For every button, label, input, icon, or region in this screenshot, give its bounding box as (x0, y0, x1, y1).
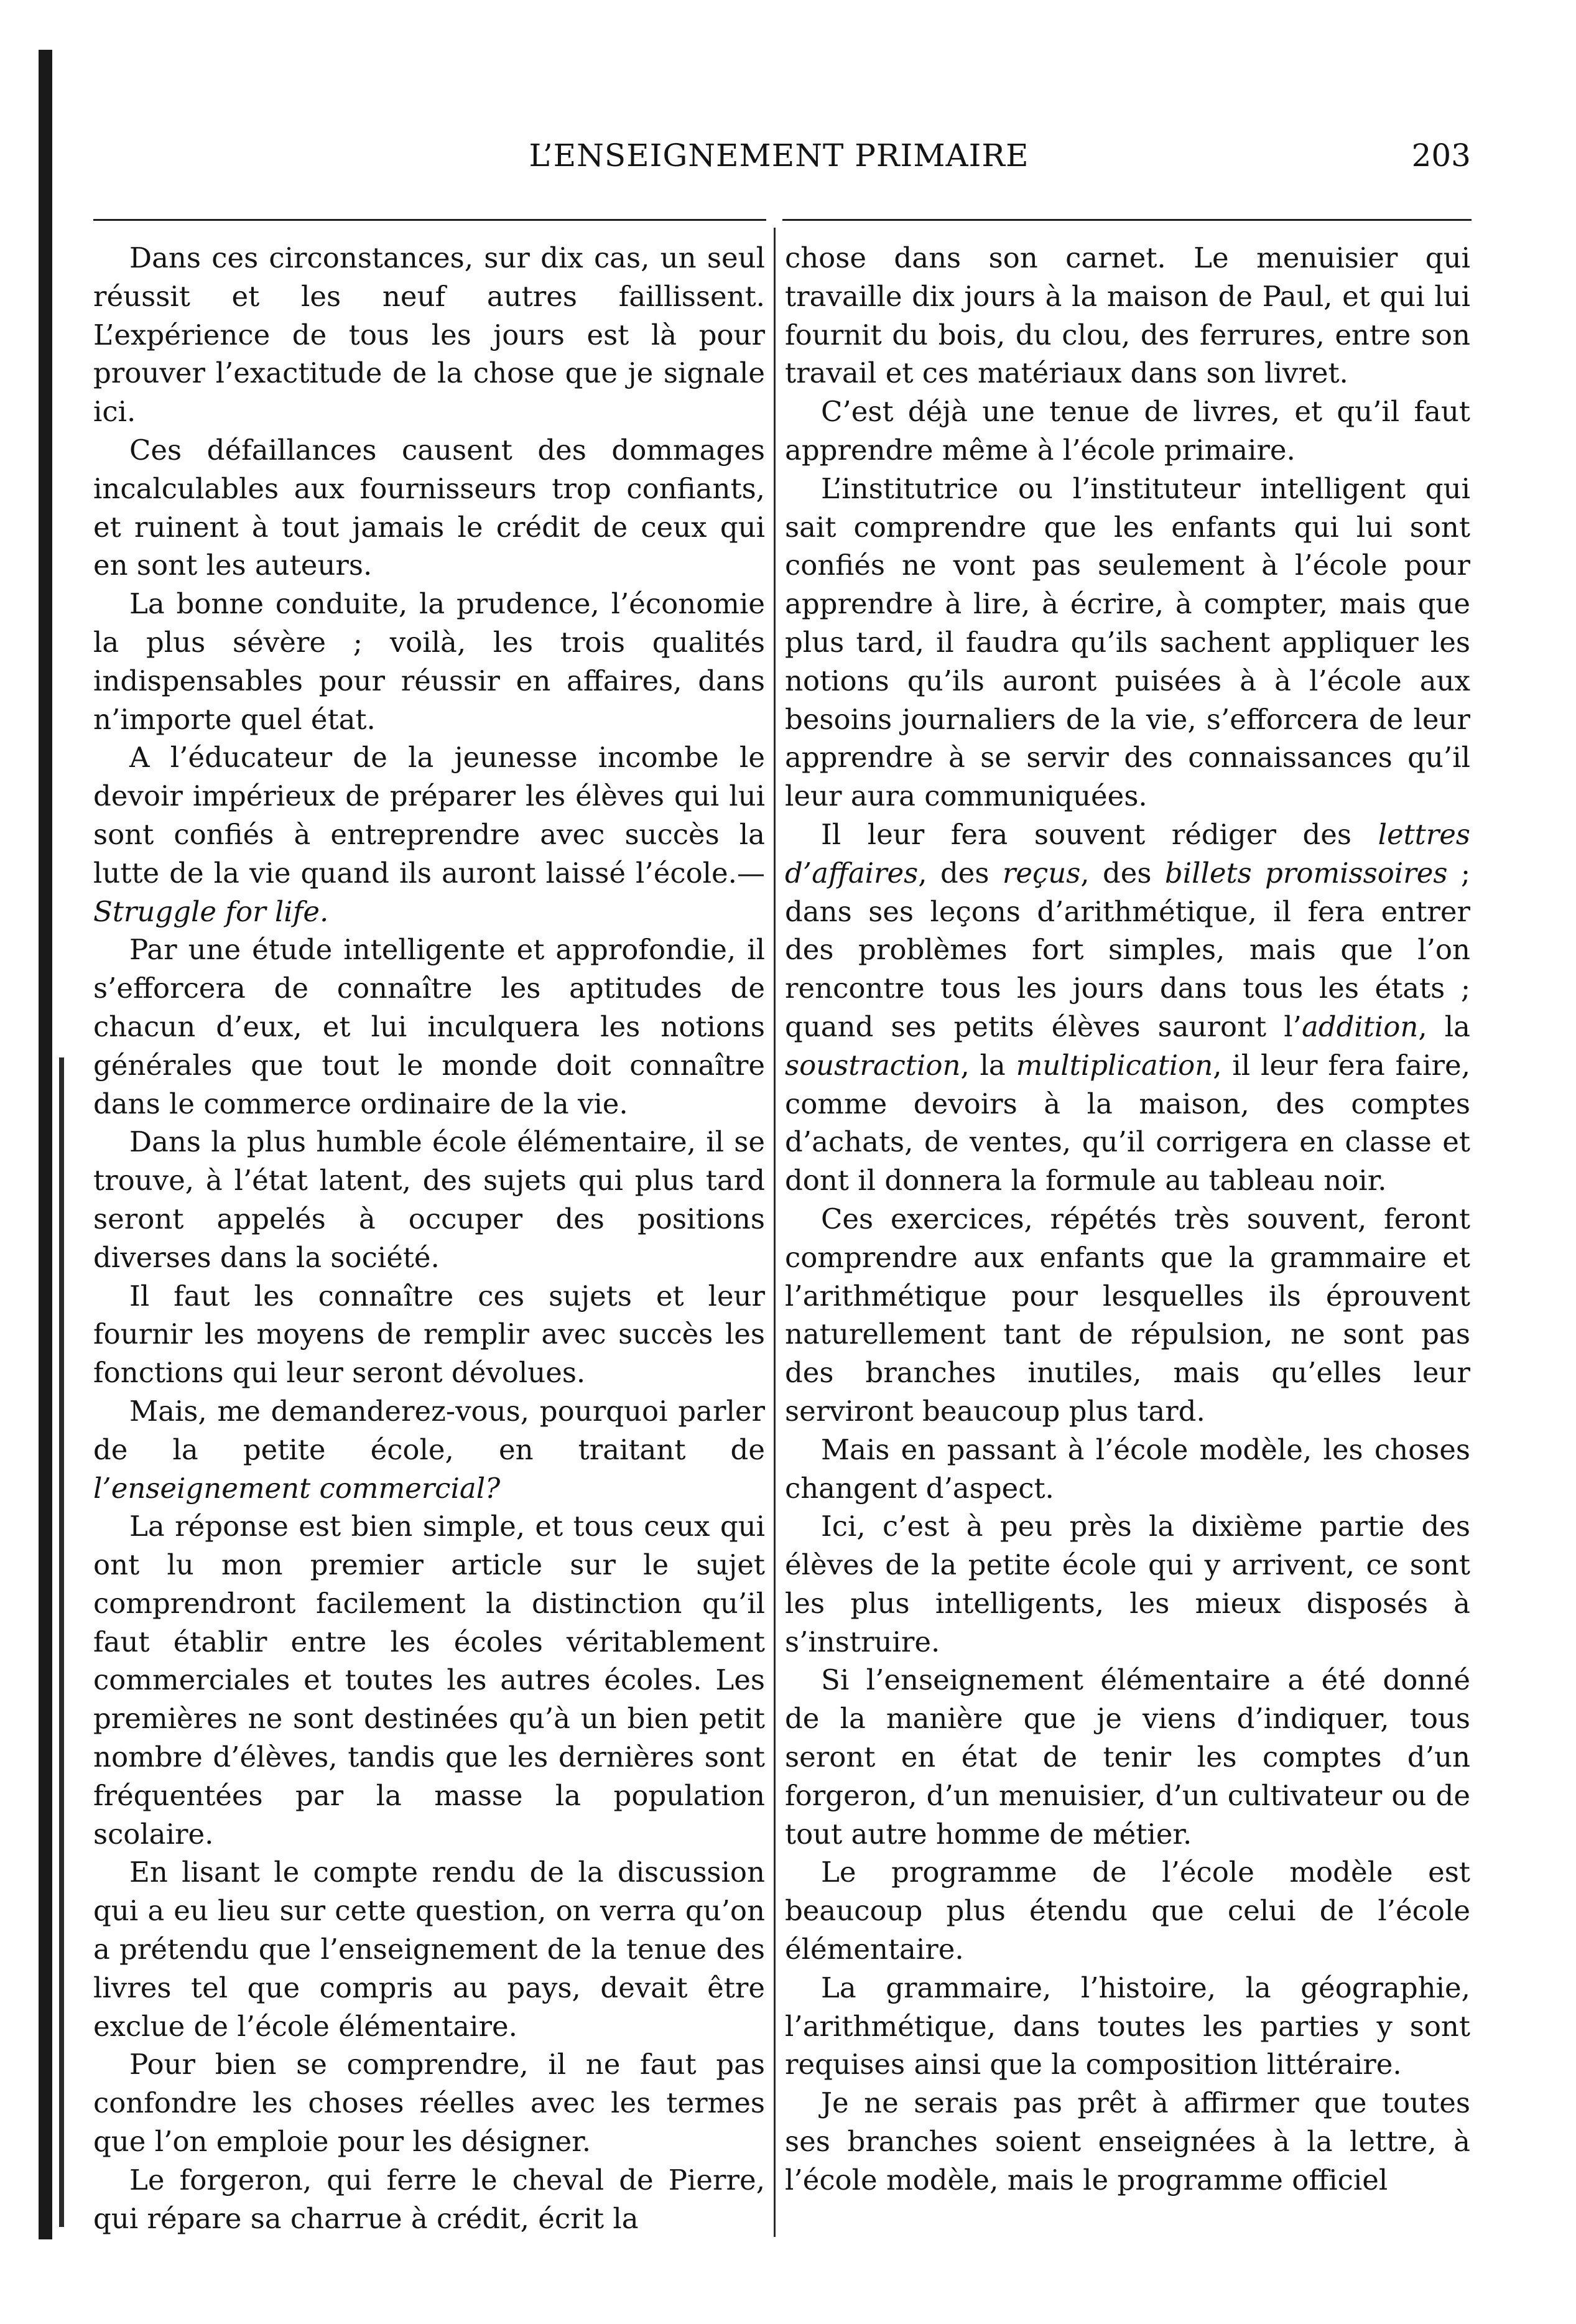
paragraph: La réponse est bien simple, et tous ceux qui ont lu mon premier article sur le sujet comprendront facilement la distinction qu’il faut établir entre les écoles véritablement commerciales et toutes les autres écoles. Les premières ne sont destinées qu’à un bien petit nombre d’élèves, tandis que les dernières sont fréquentées par la masse la population scolaire. (93, 1510, 765, 1851)
paragraph: Mais en passant à l’école modèle, les choses changent d’aspect. (785, 1433, 1470, 1505)
paragraph: Le programme de l’école modèle est beaucoup plus étendu que celui de l’école élémentaire. (785, 1856, 1470, 1966)
italic-phrase: lettres d’affaires (785, 817, 1470, 890)
paragraph: A l’éducateur de la jeunesse incombe le devoir impérieux de préparer les élèves qui lui sont confiés à entreprendre avec succès la lutte de la vie quand ils auront laissé l’école.—Struggle for life. (93, 741, 765, 928)
paragraph: En lisant le compte rendu de la discussion qui a eu lieu sur cette question, on verra qu’on a prétendu que l’enseignement de la tenue des livres tel que compris au pays, devait être exclue de l’école élémentaire. (93, 1856, 765, 2043)
paragraph: Il leur fera souvent rédiger des lettres d’affaires, des reçus, des billets promissoires ; dans ses leçons d’arithmétique, il fera entrer des problèmes fort simples, mais que l’on rencontre tous les jours dans tous les états ; quand ses petits élèves sauront l’addition, la soustraction, la multiplication, il leur fera faire, comme devoirs à la maison, des comptes d’achats, de ventes, qu’il corrigera en classe et dont il donnera la formule au tableau noir. (785, 817, 1470, 1197)
binding-edge-shadow (39, 50, 52, 2239)
paragraph: Si l’enseignement élémentaire a été donné de la manière que je viens d’indiquer, tous seront en état de tenir les comptes d’un forgeron, d’un menuisier, d’un cultivateur ou de tout autre homme de métier. (785, 1663, 1470, 1851)
header-rule-left (93, 219, 766, 221)
paragraph: Ici, c’est à peu près la dixième partie des élèves de la petite école qui y arrivent, ce sont les plus intelligents, les mieux disposés à s’instruire. (785, 1510, 1470, 1658)
left-column (93, 239, 765, 2238)
paragraph: Par une étude intelligente et approfondie, il s’efforcera de connaître les aptitudes de chacun d’eux, et lui inculquera les notions générales que tout le monde doit connaître dans le commerce ordinaire de la vie. (93, 933, 765, 1120)
column-divider (774, 228, 776, 2237)
paragraph: Il faut les connaître ces sujets et leur fournir les moyens de remplir avec succès les fonctions qui leur seront dévolues. (93, 1279, 765, 1390)
paragraph: L’institutrice ou l’instituteur intelligent qui sait comprendre que les enfants qui lui sont confiés ne vont pas seulement à l’école pour apprendre à lire, à écrire, à compter, mais que plus tard, il faudra qu’ils sachent appliquer les notions qu’ils auront puisées à à l’école aux besoins journaliers de la vie, s’efforcera de leur apprendre à se servir des connaissances qu’il leur aura communiquées. (785, 472, 1470, 813)
right-column (785, 239, 1470, 2200)
paragraph-continuation: chose dans son carnet. Le menuisier qui travaille dix jours à la maison de Paul, et qui lui fournit du bois, du clou, des ferrures, entre son travail et ces matériaux dans son livret. (785, 241, 1470, 390)
italic-phrase: soustraction (785, 1048, 961, 1082)
paragraph: Mais, me demanderez-vous, pourquoi parler de la petite école, en traitant de l’enseignement commercial? (93, 1394, 765, 1505)
paragraph: Le forgeron, qui ferre le cheval de Pierre, qui répare sa charrue à crédit, écrit la (93, 2163, 765, 2235)
paragraph: Pour bien se comprendre, il ne faut pas confondre les choses réelles avec les termes que l’on emploie pour les désigner. (93, 2048, 765, 2159)
running-head (87, 131, 1471, 187)
italic-phrase: multiplication (1016, 1048, 1213, 1082)
paragraph: Ces exercices, répétés très souvent, feront comprendre aux enfants que la grammaire et l’arithmétique pour lesquelles ils éprouvent naturellement tant de répulsion, ne sont pas des branches inutiles, mais qu’elles leur serviront beaucoup plus tard. (785, 1202, 1470, 1428)
paragraph: Dans ces circonstances, sur dix cas, un seul réussit et les neuf autres faillissent. L’expérience de tous les jours est là pour prouver l’exactitude de la chose que je signale ici. (93, 241, 765, 429)
italic-phrase: reçus (1002, 856, 1081, 890)
header-rule-right (782, 219, 1472, 221)
paragraph: Ces défaillances causent des dommages incalculables aux fournisseurs trop confiants, et ruinent à tout jamais le crédit de ceux qui en sont les auteurs. (93, 433, 765, 582)
italic-phrase: billets promissoires (1164, 856, 1448, 890)
italic-phrase: addition (1301, 1010, 1419, 1043)
paragraph: C’est déjà une tenue de livres, et qu’il faut apprendre même à l’école primaire. (785, 395, 1470, 467)
italic-phrase: Struggle for life. (93, 895, 329, 928)
paragraph: La bonne conduite, la prudence, l’économie la plus sévère ; voilà, les trois qualités indispensables pour réussir en affaires, dans n’importe quel état. (93, 587, 765, 736)
page-number: 203 (1411, 137, 1471, 174)
paragraph: Dans la plus humble école élémentaire, il se trouve, à l’état latent, des sujets qui plus tard seront appelés à occuper des positions diverses dans la société. (93, 1125, 765, 1274)
running-title: L’ENSEIGNEMENT PRIMAIRE (529, 137, 1029, 174)
paragraph: La grammaire, l’histoire, la géographie, l’arithmétique, dans toutes les parties y sont requises ainsi que la composition littéraire. (785, 1971, 1470, 2081)
italic-phrase: l’enseignement commercial? (93, 1471, 501, 1505)
paragraph: Je ne serais pas prêt à affirmer que toutes ses branches soient enseignées à la lettre, à l’école modèle, mais le programme officiel (785, 2086, 1470, 2196)
binding-edge-shadow-inner (59, 1057, 64, 2227)
